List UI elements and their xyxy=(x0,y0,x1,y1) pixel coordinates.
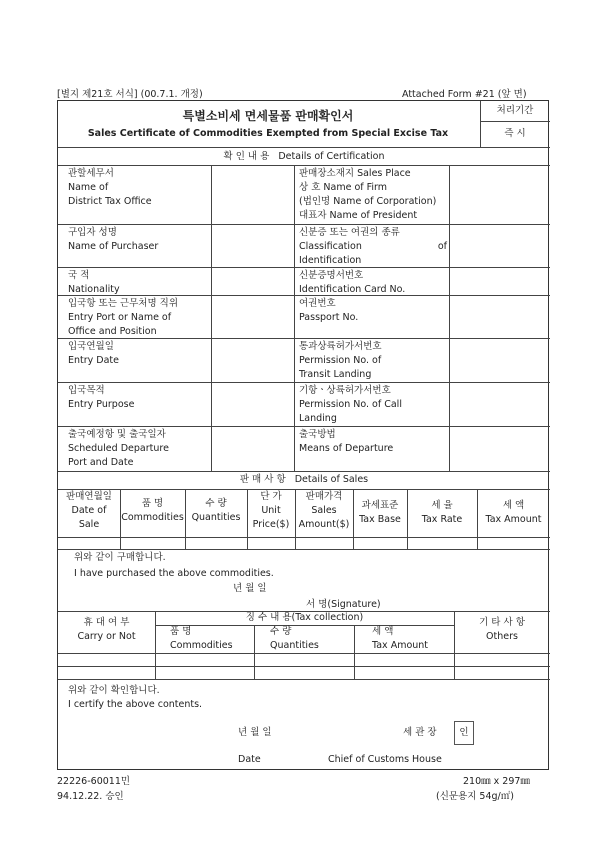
processing-period-value: 즉 시 xyxy=(504,128,526,139)
seal-label: 인 xyxy=(459,727,469,738)
sales-col-commodities: 품 명 Commodities xyxy=(121,498,184,523)
sales-col-tax-base: 과세표준 Tax Base xyxy=(359,500,401,525)
transit-landing-permission-label: 통과상륙허가서번호 Permission No. of Transit Landing xyxy=(299,341,382,380)
district-tax-office-label: 관할세무서 Name of District Tax Office xyxy=(68,168,152,207)
entry-date-label: 입국연월일 Entry Date xyxy=(68,341,120,366)
chief-customs-ko: 세 관 장 xyxy=(403,727,437,738)
attached-form-label: Attached Form #21 (앞 면) xyxy=(402,89,527,100)
call-landing-permission-label: 기항ㆍ상륙허가서번호 Permission No. of Call Landing xyxy=(299,385,402,424)
identification-type-label: 신분증 또는 여권의 종류 Classification of Identification xyxy=(299,227,447,266)
passport-number-label: 여권번호 Passport No. xyxy=(299,298,359,323)
chief-customs-en: Chief of Customs House xyxy=(328,754,442,765)
seal-box xyxy=(454,721,474,745)
collection-col-quantities: 수 량 Quantities xyxy=(270,626,319,651)
tax-collection-heading: 징 수 내 용(Tax collection) xyxy=(245,612,364,623)
entry-port-label: 입국항 또는 근무처명 직위 Entry Port or Name of Office and Position xyxy=(68,298,179,337)
carry-or-not-label: 휴 대 여 부 Carry or Not xyxy=(77,617,136,642)
purchaser-name-label: 구입자 성명 Name of Purchaser xyxy=(68,227,159,252)
sales-col-unit-price: 단 가 Unit Price($) xyxy=(252,491,290,530)
entry-purpose-label: 입국목적 Entry Purpose xyxy=(68,385,135,410)
purchase-date-line: 년 월 일 xyxy=(233,583,267,594)
purchase-declaration-en: I have purchased the above commodities. xyxy=(74,568,274,579)
confirm-declaration-ko: 위와 같이 확인합니다. xyxy=(68,685,160,696)
title-english: Sales Certificate of Commodities Exempted from Special Excise Tax xyxy=(87,128,449,139)
paper-type: (신문용지 54g/㎡) xyxy=(436,791,514,802)
paper-size: 210㎜ x 297㎜ xyxy=(463,776,530,787)
sales-col-tax-amount: 세 액 Tax Amount xyxy=(485,500,542,525)
form-code: 22226-60011민 xyxy=(57,776,131,787)
sales-col-tax-rate: 세 율 Tax Rate xyxy=(421,500,463,525)
confirm-declaration-en: I certify the above contents. xyxy=(68,699,203,710)
sales-col-sales-amount: 판매가격 Sales Amount($) xyxy=(298,491,350,530)
nationality-label: 국 적 Nationality xyxy=(68,270,120,295)
scheduled-departure-label: 출국예정항 및 출국일자 Scheduled Departure Port and Date xyxy=(68,429,169,468)
sales-place-label: 판매장소재지 Sales Place 상 호 Name of Firm (법인명 Name of Corporation) 대표자 Name of President xyxy=(299,168,437,221)
title-korean: 특별소비세 면세물품 판매확인서 xyxy=(182,109,354,123)
approval-date: 94.12.22. 승인 xyxy=(57,791,124,802)
id-card-number-label: 신분증명서번호 Identification Card No. xyxy=(299,270,406,295)
confirm-date-line: 년 월 일 xyxy=(238,727,272,738)
purchase-signature: 서 명(Signature) xyxy=(306,599,381,610)
processing-period-label: 처리기간 xyxy=(496,105,534,116)
confirm-date-en: Date xyxy=(238,754,261,765)
certificate-form xyxy=(57,100,549,770)
collection-col-tax-amount: 세 액 Tax Amount xyxy=(372,626,429,651)
collection-col-commodities: 품 명 Commodities xyxy=(170,626,233,651)
certification-heading: 확 인 내 용 Details of Certification xyxy=(223,151,385,162)
sales-col-date: 판매연월일 Date of Sale xyxy=(66,491,112,530)
form-number-label: [별지 제21호 서식] (00.7.1. 개정) xyxy=(57,89,203,100)
sales-heading: 판 매 사 항 Details of Sales xyxy=(239,474,369,485)
departure-means-label: 출국방법 Means of Departure xyxy=(299,429,394,454)
sales-col-quantities: 수 량 Quantities xyxy=(191,498,241,523)
purchase-declaration-ko: 위와 같이 구매합니다. xyxy=(74,552,166,563)
others-label: 기 타 사 항 Others xyxy=(479,617,525,642)
